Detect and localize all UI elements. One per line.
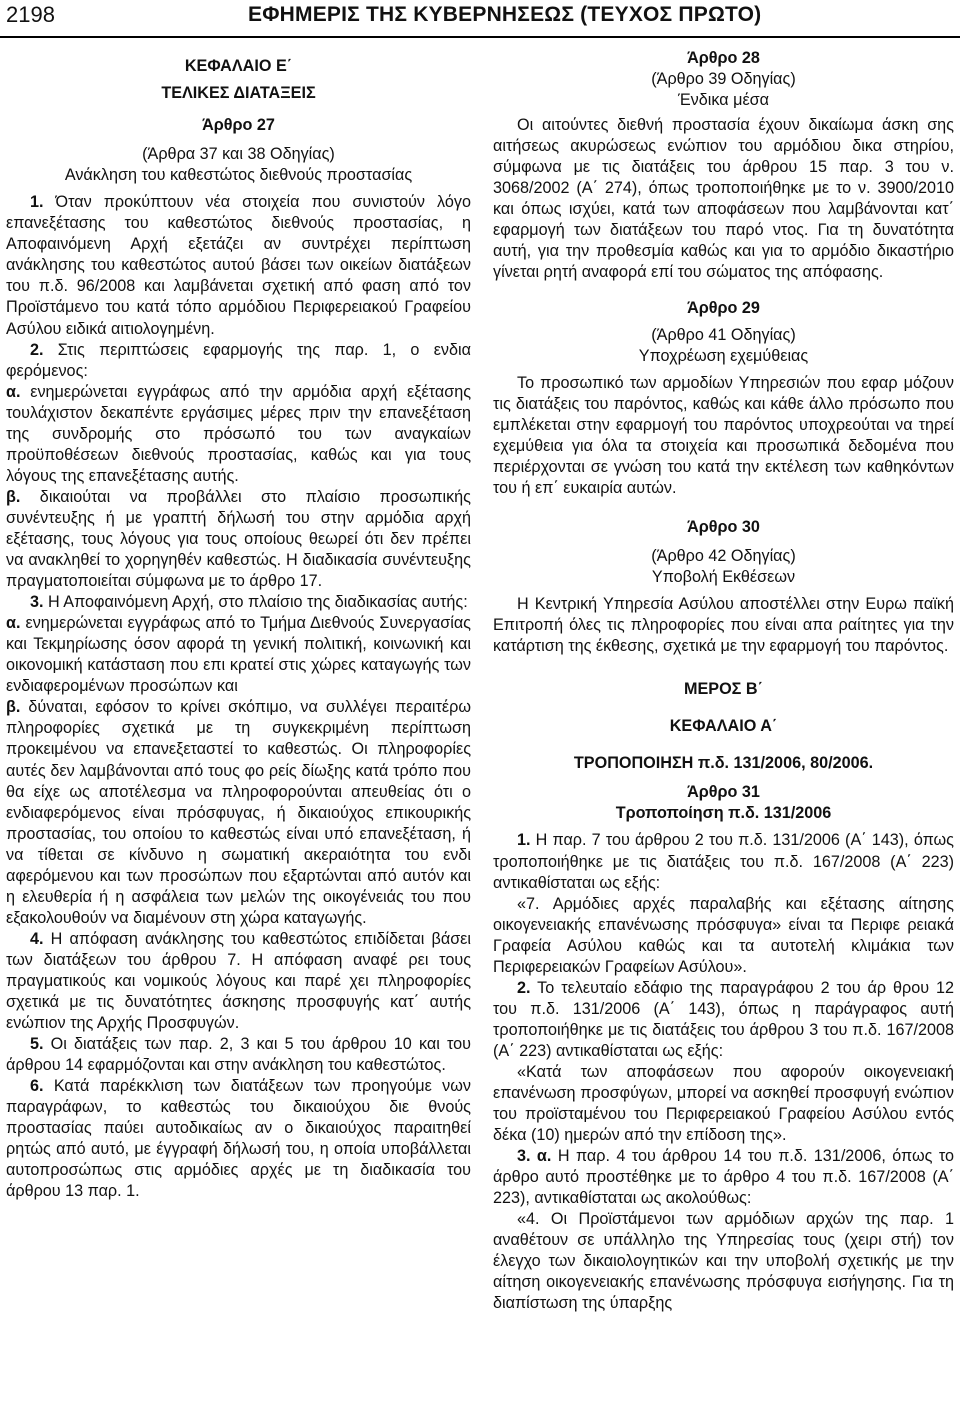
article-29-reference: (Άρθρο 41 Οδηγίας)	[651, 325, 796, 344]
article-28-reference: (Άρθρο 39 Οδηγίας)	[651, 70, 796, 89]
chapter-heading-right: ΚΕΦΑΛΑΙΟ Α΄	[669, 717, 778, 736]
article-28-title: Άρθρο 28	[687, 49, 760, 67]
page-header	[0, 0, 960, 34]
article-27-para-2: 2. Στις περιπτώσεις εφαρμογής της παρ. 1, ο ενδια φερόμενος:	[6, 340, 471, 380]
article-31-para-3-quote: «4. Οι Προϊστάμενοι των αρμόδιων αρχών της παρ. 1 αναθέτουν σε υπάλληλο της Υπηρεσίας τους (χειρι στή) τον έλεγχο των δικαιολογητικών και την υποβολή σχετικής με την αίτηση οικογενειακής επανένωσης πρόσφυγα εισήγησης. Για τη διαπίστωση της ύπαρξης	[493, 1210, 954, 1313]
article-31-para-1: 1. Η παρ. 7 του άρθρου 2 του π.δ. 131/2006 (Α΄ 143), όπως τροποποιήθηκε με τις διατάξεις του π.δ. 167/2008 (Α΄ 223) αντικαθίσταται ως εξής:	[493, 831, 954, 892]
amendment-title: ΤΡΟΠΟΠΟΙΗΣΗ π.δ. 131/2006, 80/2006.	[573, 754, 874, 773]
article-27-para-3: 3. Η Αποφαινόμενη Αρχή, στο πλαίσιο της διαδικασίας αυτής:	[30, 593, 468, 612]
article-30-title: Άρθρο 30	[687, 517, 760, 536]
left-column	[6, 40, 471, 1202]
article-29-title: Άρθρο 29	[687, 298, 760, 317]
chapter-title: ΤΕΛΙΚΕΣ ΔΙΑΤΑΞΕΙΣ	[161, 84, 316, 103]
page-number: 2198	[6, 2, 55, 27]
article-27-para-6: 6. Κατά παρέκκλιση των διατάξεων των προηγούμε νων παραγράφων, το καθεστώς του δικαιούχου διε θνούς προστασίας παύει αυτοδικαίως αν ο δικαιούχος παραιτηθεί ρητώς από αυτό, με έγγραφή δήλωσή του, η οποία υποβάλλεται αυτοπροσώπως στις αρμόδιες αρχές με τη διαδικασία του άρθρου 13 παρ. 1.	[6, 1077, 471, 1201]
article-27-para-2b: β. δικαιούται να προβάλλει στο πλαίσιο προσωπικής συνέντευξης ή με γραπτή δήλωσή του στην αρμόδια αρχή εξέτασης, τους λόγους για τους οποίους θεωρεί ότι δεν πρέπει να ανακληθεί το χορηγηθέν καθεστώς. Η διαδικασία συνέντευξης πραγματοποιείται σύμφωνα με το άρθρο 17.	[6, 487, 471, 591]
article-27-para-3a: α. ενημερώνεται εγγράφως από το Τμήμα Διεθνούς Συνεργασίας και Τεκμηρίωσης όσον αφορά τη γενική πολιτική, κοινωνική και οικονομική κατάσταση που επι κρατεί στις χώρες καταγωγής των ενδιαφερομένων προσώπων και	[6, 614, 471, 696]
article-30-body: Η Κεντρική Υπηρεσία Ασύλου αποστέλλει στην Ευρω παϊκή Επιτροπή όλες τις πληροφορίες που είναι απα ραίτητες για την κατάρτιση της έκθεσης, σχετικά με την εφαρμογή του παρόντος.	[493, 595, 954, 656]
article-27-subject: Ανάκληση του καθεστώτος διεθνούς προστασίας	[64, 166, 413, 185]
article-29-body: Το προσωπικό των αρμοδίων Υπηρεσιών που εφαρ μόζουν τις διατάξεις του παρόντος, καθώς και κάθε άλλο πρόσωπο που εμπλέκεται στην εφαρμογή του παρόντος υποχρεούται να τηρεί εχεμύθεια για όλα τα στοιχεία και προσωπικά δεδομένα που περιέρχονται σε γνώση του κατά την εκτέλεση των καθηκόντων του ή επ΄ ευκαιρία αυτών.	[493, 373, 954, 497]
article-29-subject: Υποχρέωση εχεμύθειας	[638, 346, 809, 365]
article-30-reference: (Άρθρο 42 Οδηγίας)	[651, 546, 796, 565]
article-27-title: Άρθρο 27	[202, 116, 275, 135]
article-31-para-3: 3. α. Η παρ. 4 του άρθρου 14 του π.δ. 131/2006, όπως το άρθρο αυτό προστέθηκε με το άρθρο 4 του π.δ. 167/2008 (Α΄ 223), αντικαθίσταται ως ακολούθως:	[493, 1147, 954, 1208]
article-27-para-4: 4. Η απόφαση ανάκλησης του καθεστώτος επιδίδεται βάσει των διατάξεων του άρθρου 7. Η απόφαση αναφέ ρει τους πραγματικούς και νομικούς λόγους και παρέ χει πληροφορίες σχετικά με τις δυνατότητες άσκησης προσφυγής κατ΄ αυτής ενώπιον της Αρχής Προσφυγών.	[6, 929, 471, 1033]
article-28-subject: Ένδικα μέσα	[677, 91, 770, 110]
article-27-para-3b: β. δύναται, εφόσον το κρίνει σκόπιμο, να συλλέγει περαιτέρω πληροφορίες σχετικά με τη συγκεκριμένη περίπτωση προκειμένου να επανεξεταστεί το καθεστώς. Οι πληροφορίες αυτές δεν λαμβάνονται από τους φο ρείς δίωξης κατά τρόπο που θα είχε ως αποτέλεσμα να πληροφορούνται απευθείας ότι ο ενδιαφερόμενος είναι πρόσφυγας, ή δικαιούχος επικουρικής προστασίας, του οποίου το καθεστώς είναι υπό επανεξέταση, ή να τίθεται σε κίνδυνο η σωματική ακεραιότητα του ενδι αφερόμενου και των προσώπων που εξαρτώνται από αυτόν και η ελευθερία ή η ασφάλεια των μελών της οικογένειάς του που εξακολουθούν να διαμένουν στη χώρα καταγωγής.	[6, 698, 471, 927]
gazette-title: ΕΦΗΜΕΡΙΣ ΤΗΣ ΚΥΒΕΡΝΗΣΕΩΣ (ΤΕΥΧΟΣ ΠΡΩΤΟ)	[248, 3, 762, 26]
header-rule	[0, 36, 960, 38]
part-heading: ΜΕΡΟΣ Β΄	[684, 680, 763, 699]
article-31-para-1-quote: «7. Αρμόδιες αρχές παραλαβής και εξέτασης αίτησης οικογενειακής επανένωσης πρόσφυγα» είναι τα Περιφε ρειακά Γραφεία Ασύλου καθώς και τα αυτοτελή κλιμάκια των Περιφερειακών Γραφείων Ασύλου».	[493, 894, 954, 976]
article-31-para-2-quote: «Κατά των αποφάσεων που αφορούν οικογενειακή επανένωση προσφύγων, μπορεί να ασκηθεί προσφυγή ενώπιον του προϊσταμένου του Περιφερειακού Γραφείου Ασύλου εντός δέκα (10) ημερών από την επίδοση της».	[493, 1062, 954, 1145]
chapter-heading: ΚΕΦΑΛΑΙΟ Ε΄	[184, 57, 293, 75]
article-30-subject: Υποβολή Εκθέσεων	[651, 568, 796, 587]
article-27-para-2a: α. ενημερώνεται εγγράφως από την αρμόδια αρχή εξέτασης τουλάχιστον δεκαπέντε εργάσιμες μέρες πριν την επανεξέταση της συνδρομής στο πρόσωπό του των αναγκαίων προϋποθέσεων διεθνούς προστασίας, καθώς και για τους λόγους της επανεξέτασης αυτής.	[6, 382, 471, 485]
article-31-title: Άρθρο 31	[687, 783, 760, 802]
article-31-subject: Τροποποίηση π.δ. 131/2006	[615, 804, 832, 823]
article-27-reference: (Άρθρα 37 και 38 Οδηγίας)	[142, 145, 335, 164]
article-27-para-1: 1. Όταν προκύπτουν νέα στοιχεία που συνιστούν λόγο επανεξέτασης του καθεστώτος διεθνούς προστασίας, η Αποφαινόμενη Αρχή εξετάζει αν συντρέχει περίπτωση ανάκλησης του καθεστώτος αυτού βάσει των οικείων διατάξεων του π.δ. 96/2008 και λαμβάνεται σχετική από φαση από τον Προϊστάμενο του κατά τόπο αρμόδιου Περιφερειακού Γραφείου Ασύλου ειδικά αιτιολογημένη.	[6, 193, 471, 338]
article-27-para-5: 5. Οι διατάξεις των παρ. 2, 3 και 5 του άρθρου 10 και του άρθρου 14 εφαρμόζονται και στην ανάκληση του καθεστώτος.	[6, 1035, 471, 1075]
article-31-para-2: 2. Το τελευταίο εδάφιο της παραγράφου 2 του άρ θρου 12 του π.δ. 131/2006 (Α΄ 143), όπως η παράγραφος αυτή τροποποιήθηκε με τις διατάξεις του άρθρου 3 του π.δ. 167/2008 (Α΄ 223) αντικαθίσταται ως εξής:	[493, 978, 954, 1060]
right-column	[493, 40, 954, 1315]
article-28-body: Οι αιτούντες διεθνή προστασία έχουν δικαίωμα άσκη σης αιτήσεως ακυρώσεως ενώπιον του αρμόδιου δικα στηρίου, σύμφωνα με τις διατάξεις του άρθρου 15 παρ. 3 του ν. 3068/2002 (Α΄ 274), όπως τροποποιήθηκε με το ν. 3900/2010 και όπως ισχύει, κατά των αποφάσεων που λαμβάνονται κατ΄ εφαρμογή των διατάξεων του παρό ντος. Για τη δυνατότητα αυτή, για την προθεσμία καθώς και για το αρμόδιο δικαστήριο γίνεται ρητή αναφορά επί του σώματος της απόφασης.	[493, 116, 954, 282]
